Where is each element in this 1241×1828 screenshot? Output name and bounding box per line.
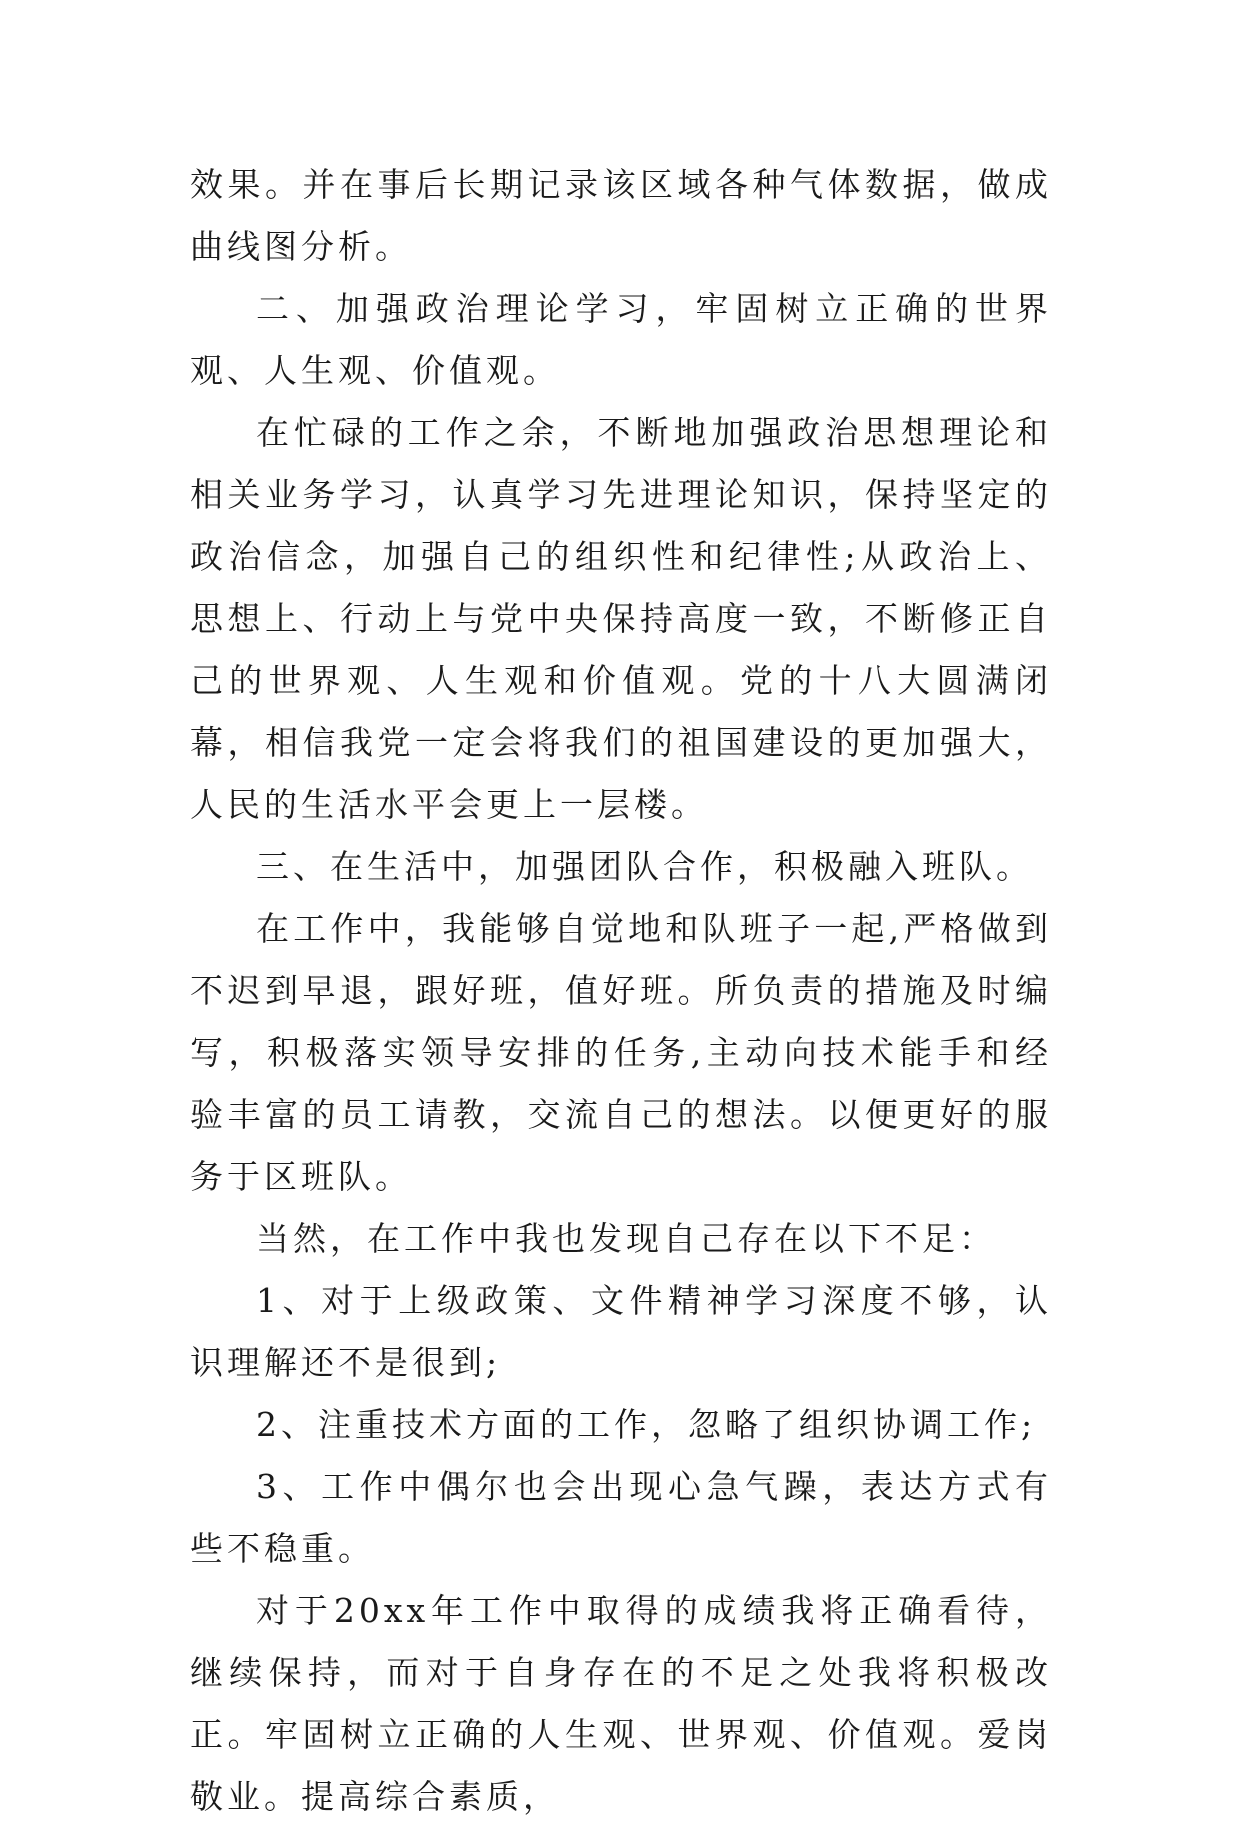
paragraph: 效果。并在事后长期记录该区域各种气体数据，做成曲线图分析。	[190, 165, 1052, 266]
paragraph: 当然，在工作中我也发现自己存在以下不足：	[256, 1219, 996, 1258]
list-item: 3、工作中偶尔也会出现心急气躁，表达方式有些不稳重。	[190, 1467, 1052, 1568]
list-item: 2、注重技术方面的工作，忽略了组织协调工作;	[256, 1405, 1037, 1444]
paragraph: 对于20xx年工作中取得的成绩我将正确看待，继续保持，而对于自身存在的不足之处我将积极改正。牢固树立正确的人生观、世界观、价值观。爱岗敬业。提高综合素质，	[190, 1591, 1052, 1816]
paragraph-heading-3: 三、在生活中，加强团队合作，积极融入班队。	[256, 847, 1033, 886]
paragraph: 在工作中，我能够自觉地和队班子一起,严格做到不迟到早退，跟好班，值好班。所负责的措施及时编写，积极落实领导安排的任务,主动向技术能手和经验丰富的员工请教，交流自己的想法。以便更好的服务于区班队。	[190, 909, 1052, 1196]
document-body	[190, 154, 1052, 1828]
paragraph-heading-2: 二、加强政治理论学习，牢固树立正确的世界观、人生观、价值观。	[190, 289, 1052, 390]
paragraph: 在忙碌的工作之余，不断地加强政治思想理论和相关业务学习，认真学习先进理论知识，保持坚定的政治信念，加强自己的组织性和纪律性;从政治上、思想上、行动上与党中央保持高度一致，不断修正自己的世界观、人生观和价值观。党的十八大圆满闭幕，相信我党一定会将我们的祖国建设的更加强大，人民的生活水平会更上一层楼。	[190, 413, 1052, 824]
list-item: 1、对于上级政策、文件精神学习深度不够，认识理解还不是很到;	[190, 1281, 1052, 1382]
